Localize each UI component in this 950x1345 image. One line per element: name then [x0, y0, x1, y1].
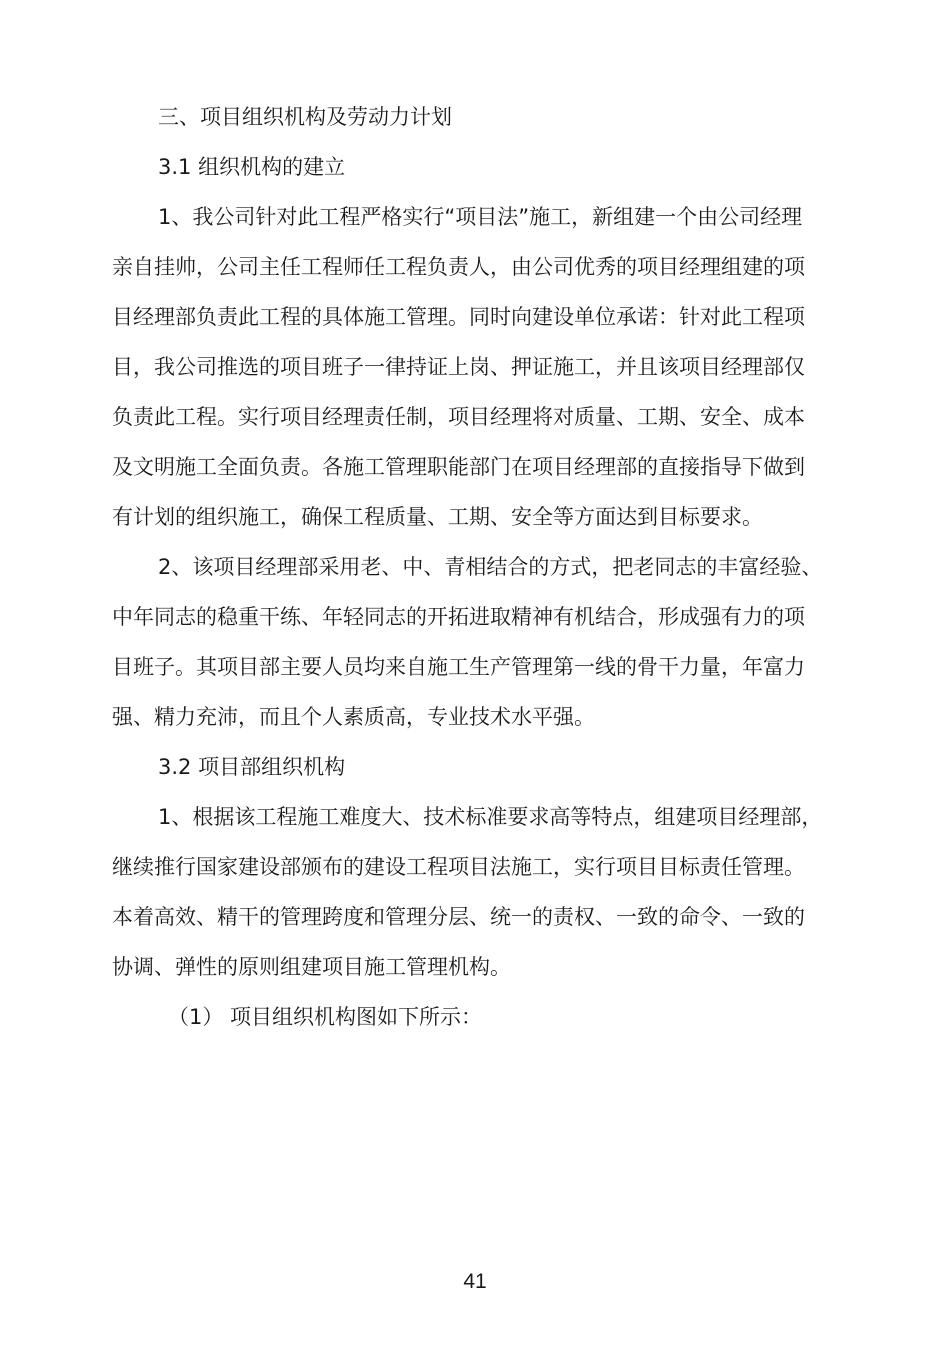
paragraph-2-line: 2、该项目经理部采用老、中、青相结合的方式，把老同志的丰富经验、: [158, 555, 823, 579]
paragraph-1-line: 目，我公司推选的项目班子一律持证上岗、押证施工，并且该项目经理部仅: [112, 355, 805, 379]
paragraph-2-line: 强、精力充沛，而且个人素质高，专业技术水平强。: [112, 705, 595, 729]
paragraph-3-line: 本着高效、精干的管理跨度和管理分层、统一的责权、一致的命令、一致的: [112, 905, 805, 929]
list-item-1: （1） 项目组织机构图如下所示：: [168, 1005, 483, 1029]
paragraph-1-line: 目经理部负责此工程的具体施工管理。同时向建设单位承诺：针对此工程项: [112, 305, 805, 329]
paragraph-3-line: 1、根据该工程施工难度大、技术标准要求高等特点，组建项目经理部，: [158, 805, 823, 829]
paragraph-3-line: 协调、弹性的原则组建项目施工管理机构。: [112, 955, 511, 979]
paragraph-1-line: 亲自挂帅，公司主任工程师任工程负责人，由公司优秀的项目经理组建的项: [112, 255, 805, 279]
paragraph-1-line: 及文明施工全面负责。各施工管理职能部门在项目经理部的直接指导下做到: [112, 455, 805, 479]
paragraph-2-line: 中年同志的稳重干练、年轻同志的开拓进取精神有机结合，形成强有力的项: [112, 605, 805, 629]
paragraph-2-line: 目班子。其项目部主要人员均来自施工生产管理第一线的骨干力量，年富力: [112, 655, 805, 679]
paragraph-1-line: 有计划的组织施工，确保工程质量、工期、安全等方面达到目标要求。: [112, 505, 763, 529]
paragraph-1-line: 1、我公司针对此工程严格实行“项目法”施工，新组建一个由公司经理: [158, 205, 803, 229]
page-number: 41: [463, 1270, 487, 1293]
section-heading: 三、项目组织机构及劳动力计划: [158, 105, 452, 129]
paragraph-3-line: 继续推行国家建设部颁布的建设工程项目法施工，实行项目目标责任管理。: [112, 855, 805, 879]
paragraph-1-line: 负责此工程。实行项目经理责任制，项目经理将对质量、工期、安全、成本: [112, 405, 805, 429]
subsection-heading-3-2: 3.2 项目部组织机构: [158, 755, 346, 779]
subsection-heading-3-1: 3.1 组织机构的建立: [158, 155, 346, 179]
